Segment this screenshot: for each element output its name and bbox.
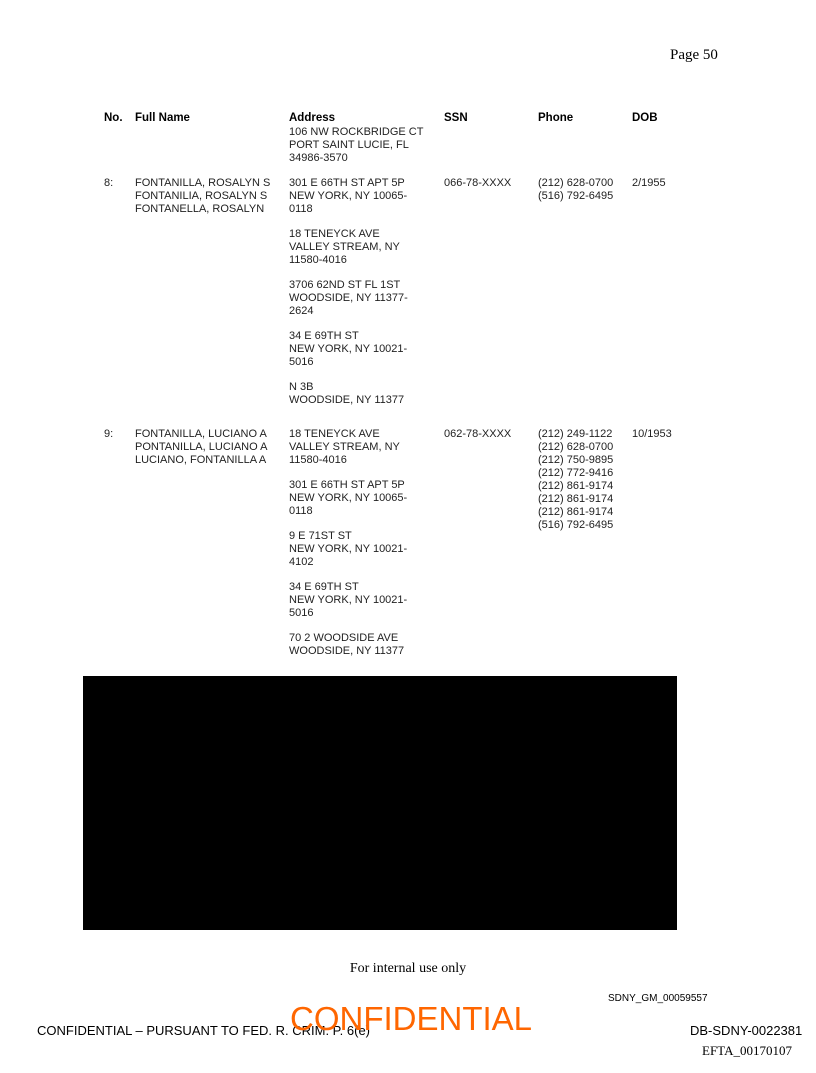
phone-line: (212) 628-0700 [538, 441, 614, 453]
address-line: 106 NW ROCKBRIDGE CT [289, 126, 424, 138]
address-line: NEW YORK, NY 10021- [289, 594, 408, 606]
phone-line: (212) 772-9416 [538, 467, 614, 479]
header-full-name: Full Name [135, 112, 190, 124]
address-block [289, 581, 407, 620]
address-line: VALLEY STREAM, NY [289, 441, 400, 453]
address-line: N 3B [289, 381, 314, 393]
row-8-names [135, 177, 270, 216]
address-block [289, 428, 407, 467]
row-8-phones [538, 177, 613, 203]
phone-line: (516) 792-6495 [538, 190, 614, 202]
address-line: 9 E 71ST ST [289, 530, 352, 542]
row-9-ssn: 062-78-XXXX [444, 428, 512, 440]
address-line: 34 E 69TH ST [289, 330, 359, 342]
name-line: FONTANILIA, ROSALYN S [135, 190, 268, 202]
row-9-number: 9: [104, 428, 114, 440]
row-9-addresses [289, 428, 407, 658]
address-line: 5016 [289, 356, 314, 368]
address-line: 0118 [289, 505, 313, 517]
address-line: WOODSIDE, NY 11377 [289, 394, 405, 406]
redaction-block [83, 676, 677, 930]
phone-line: (516) 792-6495 [538, 519, 614, 531]
address-line: WOODSIDE, NY 11377 [289, 645, 405, 657]
address-block [289, 632, 407, 658]
address-line: 5016 [289, 607, 314, 619]
address-block [289, 177, 408, 216]
row-8-number: 8: [104, 177, 114, 189]
internal-use-notice: For internal use only [349, 961, 467, 976]
page-number: Page 50 [670, 47, 718, 63]
address-line: 301 E 66TH ST APT 5P [289, 479, 405, 491]
name-line: PONTANILLA, LUCIANO A [135, 441, 268, 453]
address-line: 3706 62ND ST FL 1ST [289, 279, 401, 291]
address-line: NEW YORK, NY 10065- [289, 190, 408, 202]
efta-number: EFTA_00170107 [702, 1043, 792, 1058]
address-block [289, 330, 408, 369]
name-line: LUCIANO, FONTANILLA A [135, 454, 267, 466]
address-line: 18 TENEYCK AVE [289, 228, 380, 240]
header-ssn: SSN [444, 112, 468, 124]
name-line: FONTANILLA, LUCIANO A [135, 428, 267, 440]
phone-line: (212) 750-9895 [538, 454, 614, 466]
address-block [289, 279, 408, 318]
address-line: 70 2 WOODSIDE AVE [289, 632, 399, 644]
address-line: WOODSIDE, NY 11377- [289, 292, 408, 304]
address-block [289, 228, 408, 267]
row-9-dob: 10/1953 [632, 428, 672, 440]
confidential-notice: CONFIDENTIAL – PURSUANT TO FED. R. CRIM. P. 6(e) [37, 1023, 371, 1038]
address-block [289, 479, 407, 518]
row-8-addresses [289, 177, 408, 407]
address-line: 34986-3570 [289, 152, 348, 164]
phone-line: (212) 861-9174 [538, 480, 614, 492]
bates-number: DB-SDNY-0022381 [690, 1023, 803, 1038]
name-line: FONTANELLA, ROSALYN [135, 203, 265, 215]
address-line: 0118 [289, 203, 313, 215]
row-8-dob: 2/1955 [632, 177, 666, 189]
address-line: NEW YORK, NY 10065- [289, 492, 408, 504]
address-line: NEW YORK, NY 10021- [289, 543, 408, 555]
address-line: VALLEY STREAM, NY [289, 241, 400, 253]
address-line: 4102 [289, 556, 314, 568]
address-block [289, 381, 408, 407]
address-line: PORT SAINT LUCIE, FL [289, 139, 409, 151]
address-line: 34 E 69TH ST [289, 581, 359, 593]
header-dob: DOB [632, 112, 658, 124]
name-line: FONTANILLA, ROSALYN S [135, 177, 271, 189]
phone-line: (212) 249-1122 [538, 428, 613, 440]
address-block [289, 530, 407, 569]
phone-line: (212) 861-9174 [538, 493, 614, 505]
confidential-stamp: CONFIDENTIAL [290, 1000, 533, 1037]
row-8-ssn: 066-78-XXXX [444, 177, 512, 189]
header-no: No. [104, 112, 123, 124]
address-line: 11580-4016 [289, 254, 347, 266]
address-line: 301 E 66TH ST APT 5P [289, 177, 405, 189]
carryover-address [289, 126, 423, 165]
phone-line: (212) 861-9174 [538, 506, 614, 518]
row-9-names [135, 428, 267, 467]
header-address: Address [289, 112, 336, 124]
row-9-phones [538, 428, 613, 532]
address-line: NEW YORK, NY 10021- [289, 343, 408, 355]
address-line: 2624 [289, 305, 314, 317]
phone-line: (212) 628-0700 [538, 177, 614, 189]
header-phone: Phone [538, 112, 574, 124]
bates-number-small: SDNY_GM_00059557 [608, 993, 708, 1004]
address-line: 18 TENEYCK AVE [289, 428, 380, 440]
address-line: 11580-4016 [289, 454, 347, 466]
